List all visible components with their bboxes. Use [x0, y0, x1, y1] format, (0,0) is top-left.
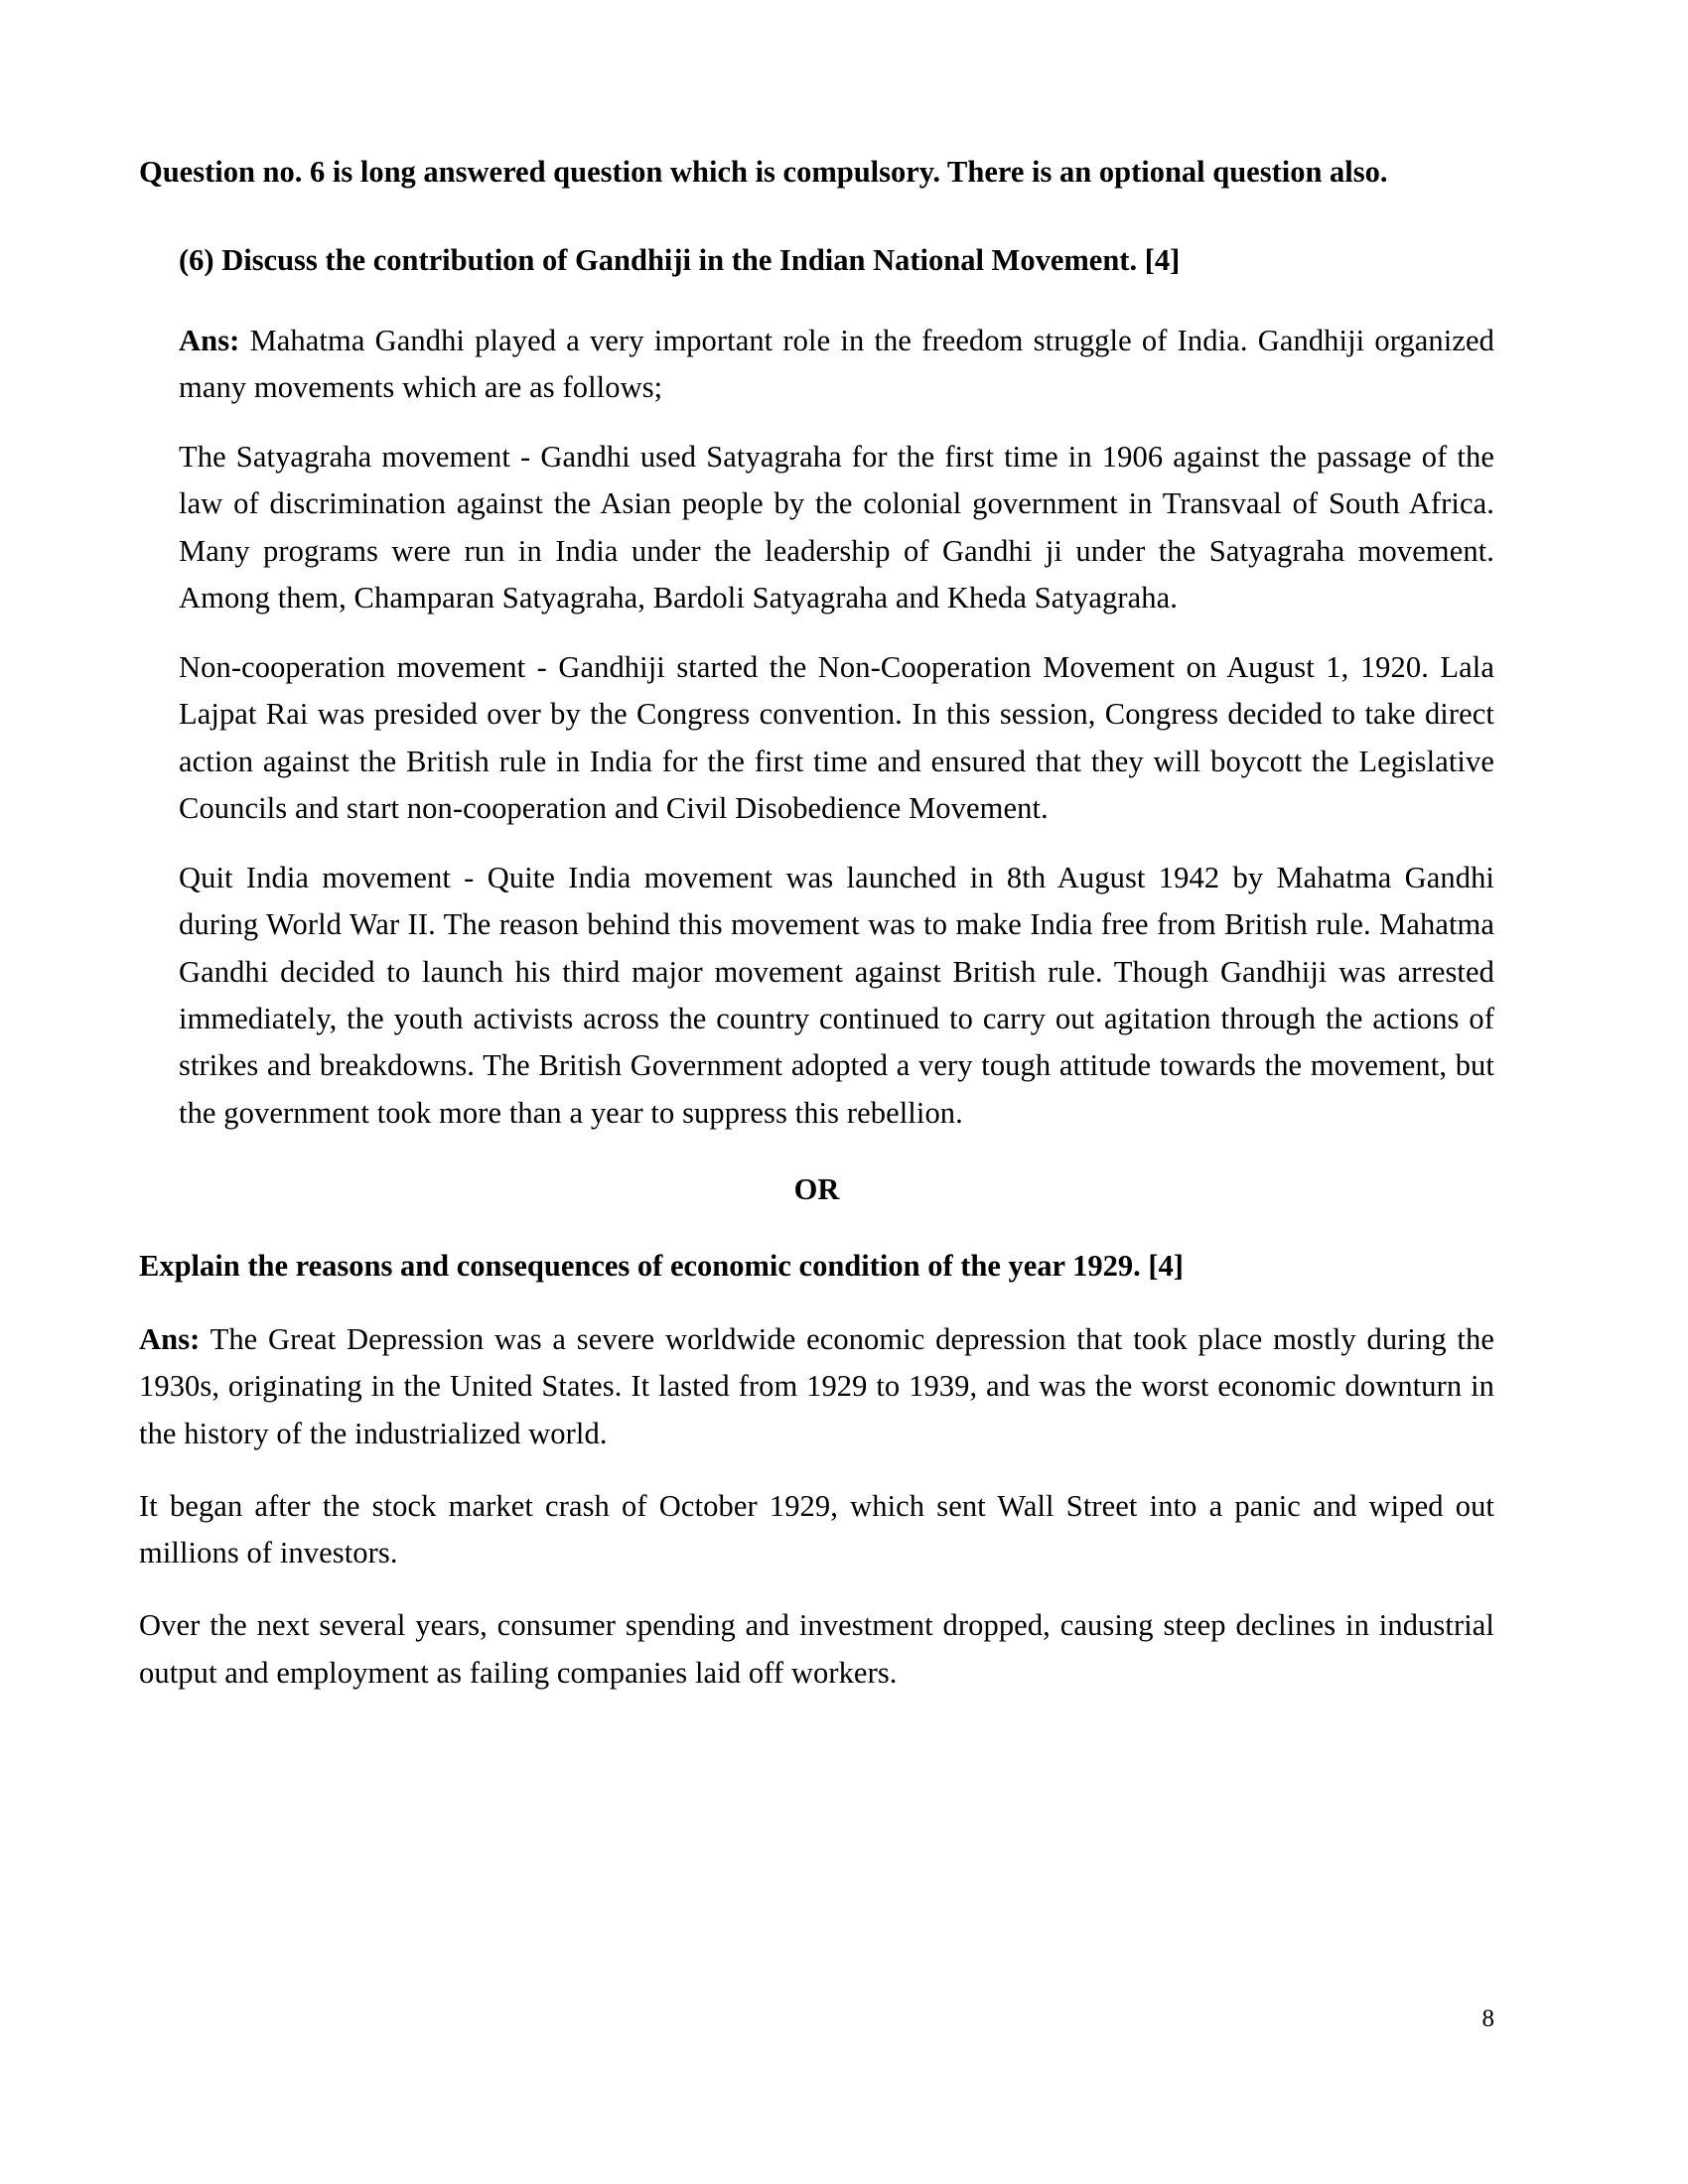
answer-label-alt: Ans: [139, 1322, 201, 1357]
alternate-answer-intro [139, 1316, 1494, 1457]
consumer-spending-paragraph: Over the next several years, consumer spending and investment dropped, causing steep declines in industrial output and employment as failing companies laid off workers. [139, 1608, 1494, 1690]
page-number: 8 [1481, 2005, 1494, 2032]
question-6-heading: (6) Discuss the contribution of Gandhiji in the Indian National Movement. [4] [179, 243, 1181, 278]
quit-india-paragraph: Quit India movement - Quite India movement was launched in 8th August 1942 by Mahatma Gandhi during World War II. The reason behind this movement was to make India free from British rule. Mahatma Gandhi decided to launch his third major movement against British rule. Though Gandhiji was arrested immediately, the youth activists across the country continued to carry out agitation through the actions of strikes and breakdowns. The British Government adopted a very tough attitude towards the movement, but the government took more than a year to suppress this rebellion. [179, 861, 1494, 1130]
stock-market-crash-paragraph: It began after the stock market crash of October 1929, which sent Wall Street into a panic and wiped out millions of investors. [139, 1488, 1494, 1570]
instruction-line: Question no. 6 is long answered question which is compulsory. There is an optional question also. [139, 155, 1388, 189]
answer-label: Ans: [179, 323, 240, 357]
alternate-question-heading: Explain the reasons and consequences of economic condition of the year 1929. [4] [139, 1248, 1184, 1283]
non-cooperation-paragraph: Non-cooperation movement - Gandhiji started the Non-Cooperation Movement on August 1, 1920. Lala Lajpat Rai was presided over by the Congress convention. In this session, Congress decided to take direct action against the British rule in India for the first time and ensured that they will boycott the Legislative Councils and start non-cooperation and Civil Disobedience Movement. [179, 650, 1494, 825]
satyagraha-paragraph: The Satyagraha movement - Gandhi used Satyagraha for the first time in 1906 against the passage of the law of discrimination against the Asian people by the colonial government in Transvaal of South Africa. Many programs were run in India under the leadership of Gandhi ji under the Satyagraha movement. Among them, Champaran Satyagraha, Bardoli Satyagraha and Kheda Satyagraha. [179, 440, 1494, 614]
page-content [139, 149, 1494, 1722]
or-divider: OR [793, 1171, 840, 1206]
answer-intro-text: Mahatma Gandhi played a very important role in the freedom struggle of India. Gandhiji organized many movements which are as follows; [179, 323, 1494, 404]
question-6-block [179, 237, 1494, 1137]
question-6-answer-intro [179, 318, 1494, 412]
answer-intro-text-alt: The Great Depression was a severe worldwide economic depression that took place mostly during the 1930s, originating in the United States. It lasted from 1929 to 1939, and was the worst economic downturn in the history of the industrialized world. [139, 1322, 1494, 1450]
